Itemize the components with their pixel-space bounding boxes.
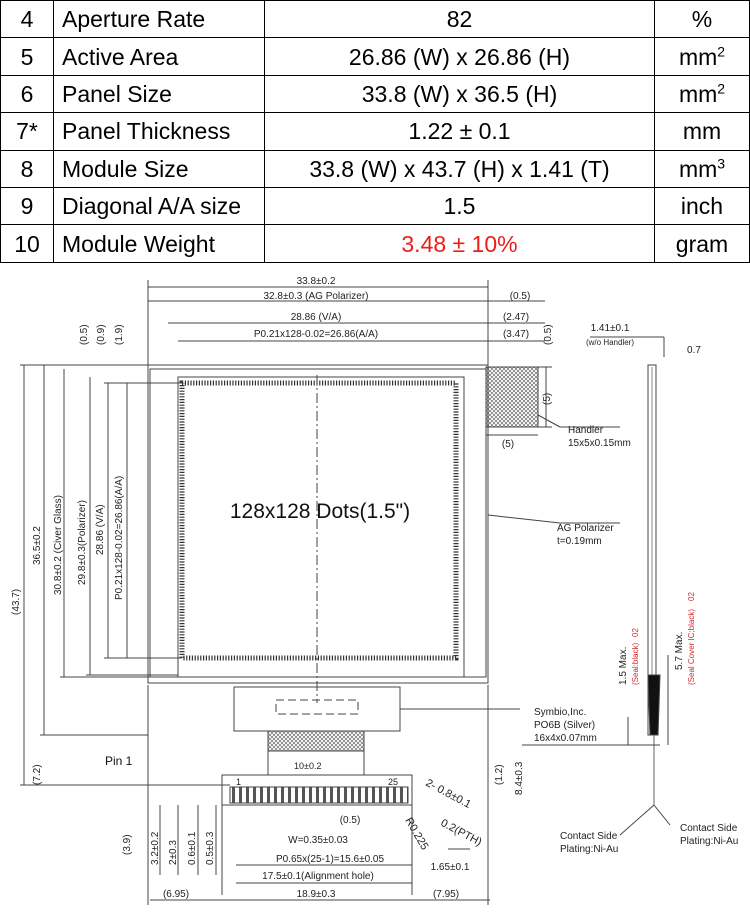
- spec-unit: [655, 225, 750, 262]
- spec-item: Panel Size: [54, 75, 265, 112]
- side-note: (w/o Handler): [585, 338, 635, 347]
- spec-unit-text: inch: [680, 193, 724, 220]
- spec-unit: [655, 187, 750, 224]
- spec-item: Panel Thickness: [54, 113, 265, 150]
- cover-note: (Seal Cover IC;black): [687, 608, 696, 685]
- spec-unit-exponent: 2: [717, 80, 726, 97]
- dim-bottom-pitch: P0.65x(25-1)=15.6±0.05: [275, 854, 385, 865]
- spec-unit: [655, 113, 750, 150]
- spec-item: Aperture Rate: [54, 1, 265, 38]
- dim-top-right-c: (3.47): [502, 329, 530, 340]
- spec-item: Diagonal A/A size: [54, 187, 265, 224]
- spec-row: [1, 38, 750, 75]
- dim-vert-c: (1.9): [114, 324, 125, 345]
- spec-unit: [655, 150, 750, 187]
- spec-unit-exponent: 2: [717, 42, 726, 59]
- spec-number: 4: [1, 1, 54, 38]
- spec-unit-text: %: [691, 6, 713, 33]
- dim-vert-a: (0.5): [79, 324, 90, 345]
- handler-label: Handler: [568, 425, 604, 436]
- dim-module-height: (43.7): [11, 588, 22, 615]
- spec-row: [1, 1, 750, 38]
- spec-unit: [655, 75, 750, 112]
- cover-max: 5.7 Max.: [674, 631, 685, 670]
- cover-rev: 02: [687, 592, 696, 601]
- contact-left-1: Contact Side: [560, 831, 618, 842]
- spec-row: [1, 150, 750, 187]
- dim-panel-height: 36.5±0.2: [32, 526, 43, 565]
- spec-unit-text: mm: [678, 155, 718, 182]
- pin25-num: 25: [388, 777, 399, 787]
- dim-bottom-alignment: 17.5±0.1(Alignment hole): [262, 871, 374, 882]
- fpc-width: 10±0.2: [294, 761, 322, 771]
- polarizer-outline: [178, 377, 464, 677]
- spec-value: 1.22 ± 0.1: [265, 113, 655, 150]
- dim-aa-width: P0.21x128-0.02=26.86(A/A): [253, 329, 379, 340]
- seal-note: (Seal:black): [631, 642, 640, 685]
- spec-unit-exponent: 3: [717, 155, 726, 172]
- side-thickness: 1.41±0.1: [590, 323, 630, 334]
- dim-aa-height: P0.21x128-0.02=26.86(A/A): [114, 475, 125, 600]
- pin1-label: Pin 1: [105, 754, 133, 768]
- spec-value: 33.8 (W) x 36.5 (H): [265, 75, 655, 112]
- dim-vert-d: (0.5): [543, 324, 554, 345]
- handler-dim-bottom: (5): [501, 439, 515, 450]
- active-area-label: 128x128 Dots(1.5"): [229, 500, 411, 523]
- dim-top-right-b: (2.47): [502, 312, 530, 323]
- spec-unit: [655, 1, 750, 38]
- fpc-dim-a: (1.2): [494, 764, 505, 785]
- spec-number: 8: [1, 150, 54, 187]
- pin-area: [230, 787, 408, 803]
- polarizer-thickness: t=0.19mm: [557, 536, 602, 547]
- spec-unit-text: mm: [682, 118, 722, 145]
- dim-bottom-d: 0.5±0.3: [205, 831, 216, 865]
- polarizer-label: AG Polarizer: [557, 523, 614, 534]
- handler-spec: 15x5x0.15mm: [568, 438, 631, 449]
- ic-part: PO6B (Silver): [534, 720, 596, 731]
- spec-number: 9: [1, 187, 54, 224]
- spec-number: 5: [1, 38, 54, 75]
- spec-unit-text: mm: [678, 80, 718, 107]
- side-view-seal: [648, 675, 660, 735]
- dim-panel-width: 33.8±0.2: [296, 276, 336, 287]
- contact-right-1: Contact Side: [680, 823, 738, 834]
- spec-table: [0, 0, 750, 263]
- dim-cover-glass: 30.8±0.2 (Civer Glass): [53, 495, 64, 595]
- spec-row: [1, 187, 750, 224]
- dim-ag-polarizer: 32.8±0.3 (AG Polarizer): [263, 291, 369, 302]
- spec-number: 10: [1, 225, 54, 262]
- spec-row: [1, 113, 750, 150]
- mechanical-drawing: [0, 265, 750, 917]
- dim-bottom-b: 2±0.3: [168, 840, 179, 865]
- pin1-num: 1: [236, 777, 242, 787]
- spec-value: 82: [265, 1, 655, 38]
- dim-top-right-a: (0.5): [509, 291, 531, 302]
- fpc-dim-b: 8.4±0.3: [514, 761, 525, 795]
- pin-pitch: 2- 0.8±0.1: [423, 777, 473, 811]
- pin-radius: R0.225: [402, 815, 431, 853]
- ic-maker: Symbio,Inc.: [534, 707, 587, 718]
- dim-va-height: 28.86 (V/A): [95, 504, 106, 555]
- dim-bottom-e: (0.5): [339, 815, 361, 826]
- handler: [486, 367, 538, 427]
- panel-outline: [148, 365, 488, 683]
- spec-value: 3.48 ± 10%: [265, 225, 655, 262]
- spec-unit-text: gram: [675, 230, 729, 257]
- handler-dim-side: (5): [542, 392, 553, 405]
- side-width: 0.7: [687, 345, 701, 356]
- ic-size: 16x4x0.07mm: [534, 733, 597, 744]
- contact-left-2: Plating:Ni-Au: [560, 844, 619, 855]
- dim-bottom-f: 1.65±0.1: [430, 862, 470, 873]
- dim-vert-b: (0.9): [96, 324, 107, 345]
- cover-glass-outline: [150, 369, 486, 677]
- ic-chip: [234, 687, 400, 731]
- dim-left-lower-b: (3.9): [122, 834, 133, 855]
- dim-bottom-w: W=0.35±0.03: [288, 835, 348, 846]
- dim-bottom-h: (7.95): [432, 889, 460, 900]
- seal-rev: 02: [631, 628, 640, 637]
- spec-unit-text: mm: [678, 43, 718, 70]
- spec-value: 26.86 (W) x 26.86 (H): [265, 38, 655, 75]
- spec-value: 33.8 (W) x 43.7 (H) x 1.41 (T): [265, 150, 655, 187]
- dim-bottom-total: 18.9±0.3: [296, 889, 336, 900]
- contact-right-2: Plating:Ni-Au: [680, 836, 739, 847]
- spec-row: [1, 75, 750, 112]
- spec-item: Active Area: [54, 38, 265, 75]
- spec-unit: [655, 38, 750, 75]
- dim-bottom-a: 3.2±0.2: [150, 831, 161, 865]
- dim-va-width: 28.86 (V/A): [290, 312, 342, 323]
- dim-bottom-g: (6.95): [162, 889, 190, 900]
- spec-item: Module Weight: [54, 225, 265, 262]
- spec-value: 1.5: [265, 187, 655, 224]
- dim-left-lower-a: (7.2): [32, 764, 43, 785]
- spec-row: [1, 225, 750, 262]
- spec-number: 6: [1, 75, 54, 112]
- pin-pth: 0.2(PTH): [438, 817, 484, 849]
- fpc-hatch: [268, 731, 364, 751]
- dim-bottom-c: 0.6±0.1: [187, 831, 198, 865]
- spec-item: Module Size: [54, 150, 265, 187]
- spec-number: 7*: [1, 113, 54, 150]
- seal-max: 1.5 Max.: [618, 646, 629, 685]
- dim-polarizer: 29.8±0.3(Polarizer): [77, 500, 88, 585]
